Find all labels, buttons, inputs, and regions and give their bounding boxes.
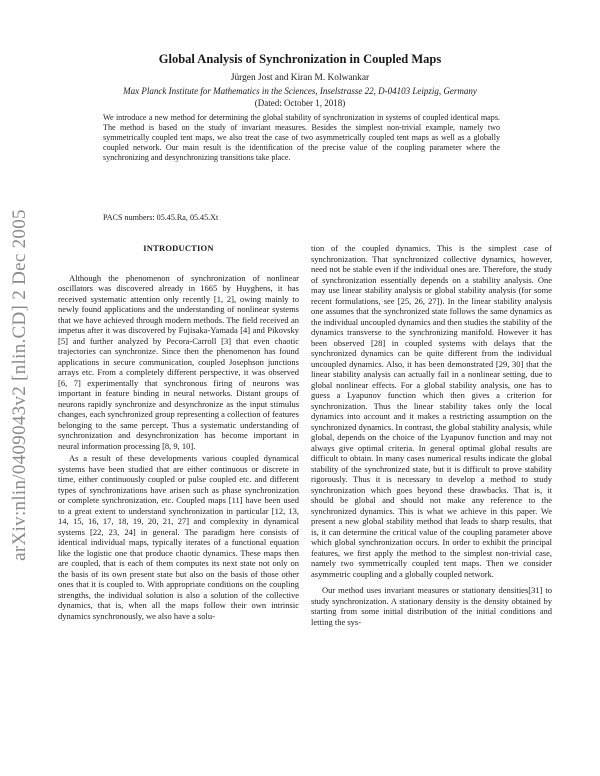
date-line: (Dated: October 1, 2018) [254, 98, 346, 108]
body-paragraph: As a result of these developments various coupled dynamical systems have been studied that are either continuous or discrete in time, either continuously coupled or pulse coupled etc. and different types of synchronizations have arisen such as phase synchronization or complete synchronization, etc. Coupled maps [11] have been used to a great extent to understand synchronization in particular [12, 13, 14, 15, 16, 17, 18, 19, 20, 21, 27] and complexity in dynamical systems [22, 23, 24] in general. The paradigm here consists of identical individual maps, typically iterates of a functional equation like the logistic one that produce chaotic dynamics. These maps then are coupled, that is each of them computes its next state not only on the basis of its own present state but also on the basis of those other ones that it is coupled to. With appropriate conditions on the coupling strengths, the individual solution is also a solution of the collective dynamics, that is, when all the maps follow their own intrinsic dynamics synchronously, we also have a solu- [58, 453, 299, 621]
paper-title: Global Analysis of Synchronization in Coupled Maps [158, 52, 442, 66]
authors: Jürgen Jost and Kiran M. Kolwankar [230, 73, 370, 83]
arxiv-identifier: arXiv:nlin/0409043v2 [nlin.CD] 2 Dec 2005 [9, 209, 30, 561]
left-column [58, 243, 299, 621]
body-paragraph: Although the phenomenon of synchronization of nonlinear oscillators was discovered already in 1665 by Huyghens, it has received systematic attention only recently [1, 2], owing mainly to newly found applications and the understanding of nonlinear systems that we have achieved through modern methods. The field received an impetus after it was discovered by Fujisaka-Yamada [4] and Pikovsky [5] and further analyzed by Pecora-Carroll [3] that even chaotic trajectories can synchronize. Since then the phenomenon has found applications in secure communication, coupled Josephson junctions arrays etc. From a completely different perspective, it was observed [6, 7] experimentally that synchronous firing of neurons was important in feature binding in neural networks. Distant groups of neurons rapidly synchronize and desynchronize as the input stimulus changes, each synchronized group representing a collection of features belonging to the same percept. Thus a systematic understanding of synchronization and desynchronization has become important in neural information processing [8, 9, 10]. [58, 272, 299, 451]
pacs-numbers: PACS numbers: 05.45.Ra, 05.45.Xt [103, 213, 219, 222]
abstract: We introduce a new method for determining the global stability of synchronization in systems of coupled identical maps. The method is based on the study of invariant measures. Besides the simplest non-trivial example, namely two symmetrically coupled tent maps, we also treat the case of two asymmetrically coupled tent maps as well as a globally coupled network. Our main result is the identification of the precise value of the coupling parameter where the synchronizing and desynchronizing transitions take place. [103, 113, 500, 163]
body-paragraph: Our method uses invariant measures or stationary densities[31] to study synchronization. A stationary density is the density obtained by starting from some initial distribution of the initial conditions and letting the sys- [311, 585, 552, 627]
right-column [311, 243, 552, 627]
arxiv-side-label [2, 170, 38, 600]
section-heading-introduction: INTRODUCTION [143, 243, 214, 253]
affiliation: Max Planck Institute for Mathematics in the Sciences, Inselstrasse 22, D-04103 Leipzig, Germany [123, 86, 477, 96]
body-paragraph: tion of the coupled dynamics. This is the simplest case of synchronization. That synchronized collective dynamics, however, need not be stable even if the individual ones are. Therefore, the study of synchronization essentially depends on a stability analysis. One may use linear stability analysis or global stability analysis (for some recent formulations, see [25, 26, 27]). In the linear stability analysis one assumes that the synchronized state follows the same dynamics as the individual uncoupled dynamics and then studies the stability of the dynamics transverse to the synchronizing manifold. However it has been observed [28] in coupled systems with delays that the synchronized dynamics can be quite different from the individual uncoupled dynamics. Also, it has been demonstrated [29, 30] that the linear stability analysis can actually fail in a nonlinear setting, due to global nonlinear effects. For a global stability analysis, one has to guess a Lyapunov function which then gives a criterion for synchronization. Thus the linear stability takes only the local dynamics into account and it makes a restricting assumption on the synchronized dynamics. In contrast, the global stability analysis, while global, depends on the choice of the Lyapunov function and may not always give optimal criteria. In general optimal global results are difficult to obtain. In many cases numerical results indicate the global stability of the synchronized state, but it is difficult to prove stability rigorously. Thus it is necessary to develop a method to study synchronization which goes beyond these drawbacks. That is, it should be global and should not make any reference to the synchronized dynamics. This is what we achieve in this paper. We present a new global stability method that leads to sharp results, that is, it can determine the critical value of the coupling parameter above which global synchronization occurs. In order to exhibit the principal features, we first apply the method to the simplest non-trivial case, namely two symmetrically coupled tent maps. Then we consider asymmetric coupling and a globally coupled network. [311, 243, 552, 579]
